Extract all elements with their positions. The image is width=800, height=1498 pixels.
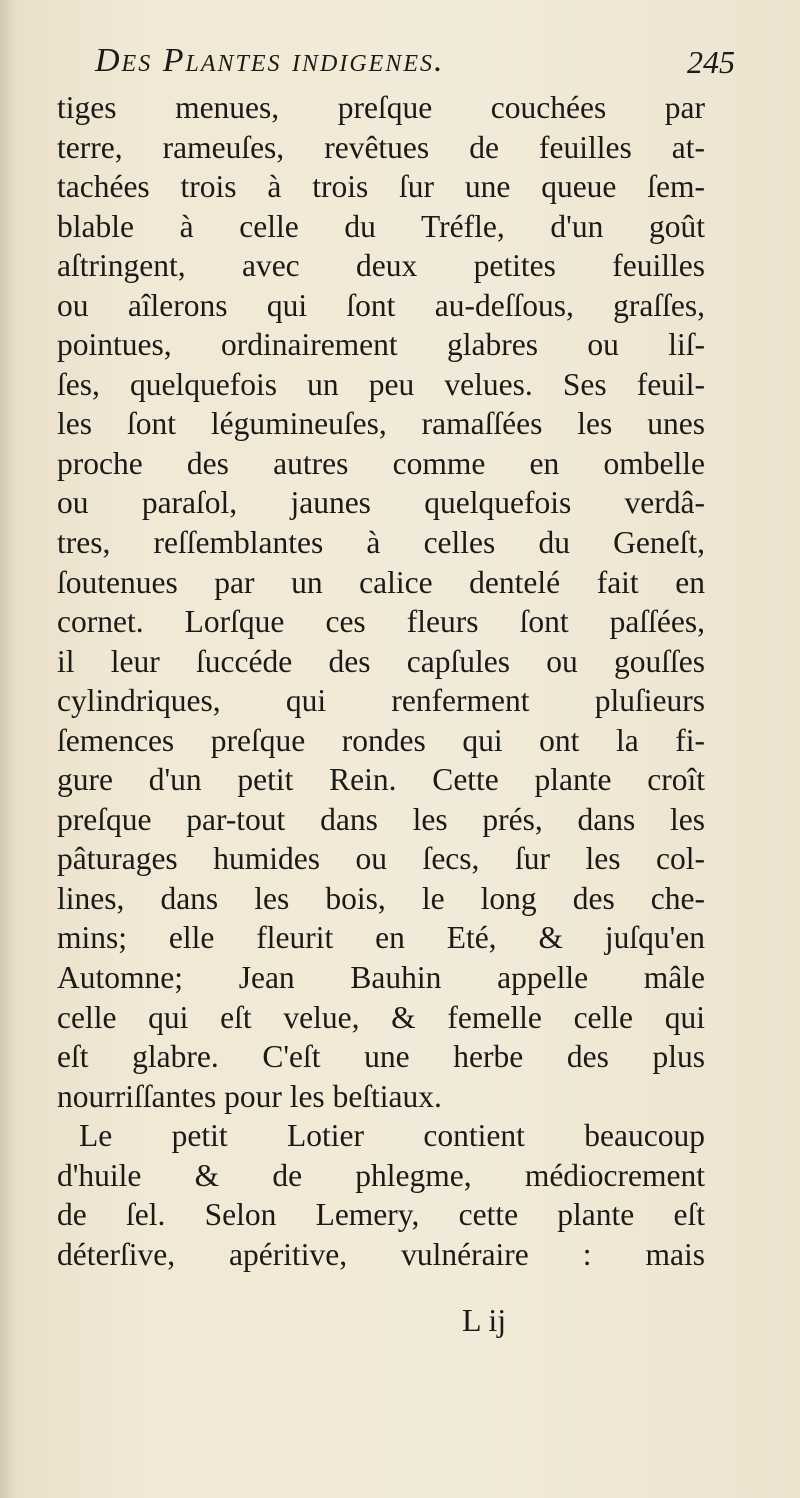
text-line: pâturages humides ou ſecs, ſur les col- — [57, 841, 705, 877]
text-line: eſt glabre. C'eſt une herbe des plus — [57, 1039, 705, 1075]
running-header — [95, 42, 735, 82]
text-line: cylindriques, qui renferment pluſieurs — [57, 683, 705, 719]
text-line: preſque par-tout dans les prés, dans les — [57, 801, 705, 837]
text-line: ou aîlerons qui ſont au-deſſous, graſſes, — [57, 287, 705, 323]
text-line: ſes, quelquefois un peu velues. Ses feuil- — [57, 366, 705, 402]
text-line: ſoutenues par un calice dentelé fait en — [57, 564, 705, 600]
text-line: les ſont légumineuſes, ramaſſées les unes — [57, 406, 705, 442]
text-line: ſemences preſque rondes qui ont la fi- — [57, 722, 705, 758]
text-line: Le petit Lotier contient beaucoup — [79, 1118, 705, 1154]
signature-mark: L ij — [462, 1302, 507, 1338]
text-line: ou paraſol, jaunes quelquefois verdâ- — [57, 485, 705, 521]
text-line: proche des autres comme en ombelle — [57, 445, 705, 481]
text-line: cornet. Lorſque ces fleurs ſont paſſées, — [57, 604, 705, 640]
text-line: aſtringent, avec deux petites feuilles — [57, 248, 705, 284]
text-line: terre, rameuſes, revêtues de feuilles at- — [57, 129, 705, 165]
text-line: nourriſſantes pour les beſtiaux. — [57, 1078, 442, 1114]
text-line: pointues, ordinairement glabres ou liſ- — [57, 327, 705, 363]
text-line: celle qui eſt velue, & femelle celle qui — [57, 999, 705, 1035]
text-line: d'huile & de phlegme, médiocrement — [57, 1157, 705, 1193]
paragraph-2 — [57, 1116, 705, 1274]
text-line: tiges menues, preſque couchées par — [57, 90, 705, 125]
text-line: Automne; Jean Bauhin appelle mâle — [57, 960, 705, 996]
text-line: tres, reſſemblantes à celles du Geneſt, — [57, 525, 705, 561]
text-line: mins; elle fleurit en Eté, & juſqu'en — [57, 920, 705, 956]
running-title: Des Plantes indigenes. — [95, 42, 445, 79]
text-line: gure d'un petit Rein. Cette plante croît — [57, 762, 705, 798]
page-gutter-shadow — [0, 0, 18, 1498]
text-line: il leur ſuccéde des capſules ou gouſſes — [57, 643, 705, 679]
text-line: déterſive, apéritive, vulnéraire : mais — [57, 1236, 705, 1272]
page-number: 245 — [687, 44, 735, 80]
text-line: de ſel. Selon Lemery, cette plante eſt — [57, 1197, 705, 1233]
paragraph-1 — [57, 88, 705, 1116]
text-line: blable à celle du Tréfle, d'un goût — [57, 208, 705, 244]
text-line: lines, dans les bois, le long des che- — [57, 880, 705, 916]
text-line: tachées trois à trois ſur une queue ſem- — [57, 169, 705, 205]
body-text — [57, 88, 705, 1274]
